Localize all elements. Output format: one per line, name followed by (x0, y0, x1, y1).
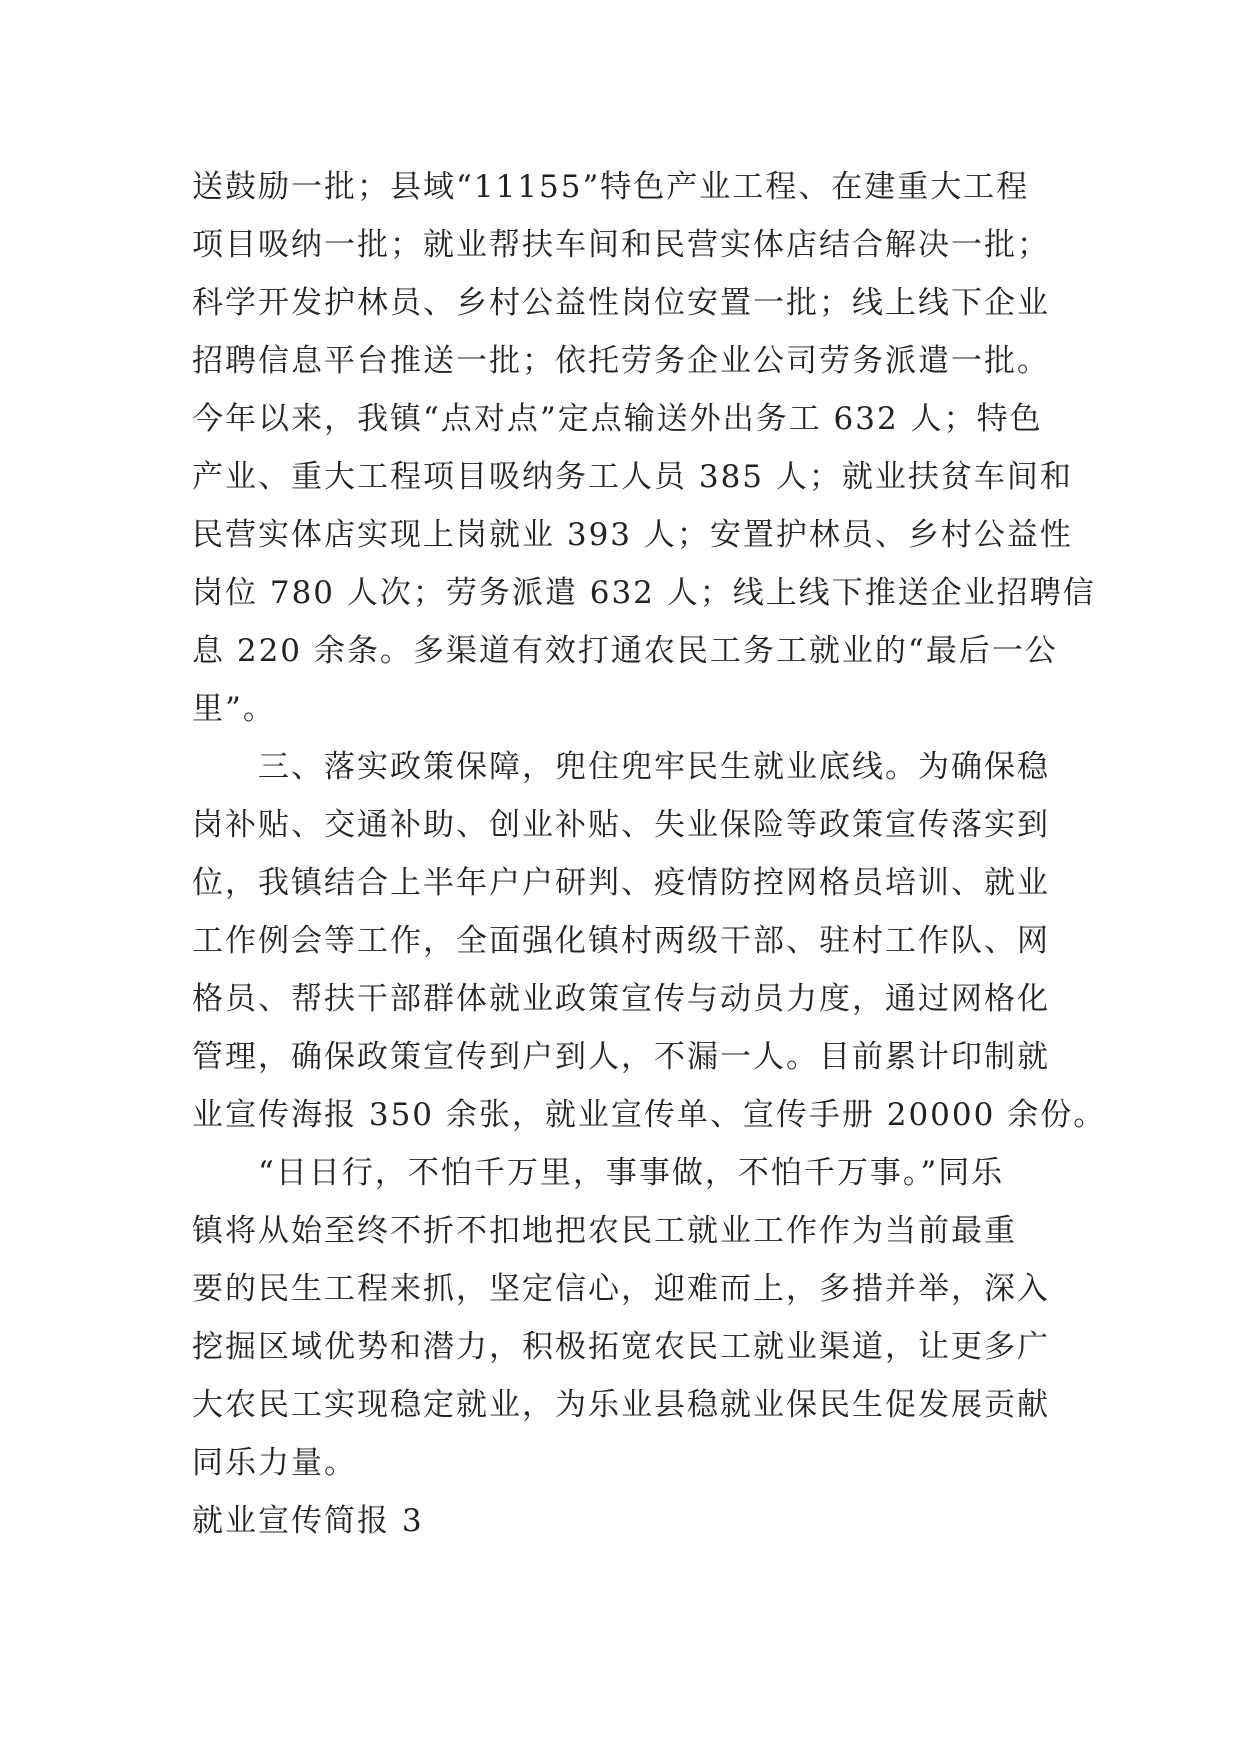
text-line: 同乐力量。 (192, 1445, 357, 1481)
text-line: 项目吸纳一批；就业帮扶车间和民营实体店结合解决一批； (192, 227, 1050, 263)
text-line: 科学开发护林员、乡村公益性岗位安置一批；线上线下企业 (192, 285, 1050, 321)
text-line: 今年以来，我镇“点对点”定点输送外出务工 632 人；特色 (192, 401, 1043, 437)
text-line: 岗补贴、交通补助、创业补贴、失业保险等政策宣传落实到 (192, 807, 1050, 843)
document-body (192, 158, 1107, 1550)
text-line: 位，我镇结合上半年户户研判、疫情防控网格员培训、就业 (192, 865, 1050, 901)
text-line: 产业、重大工程项目吸纳务工人员 385 人；就业扶贫车间和 (192, 459, 1073, 495)
text-line: 管理，确保政策宣传到户到人，不漏一人。目前累计印制就 (192, 1039, 1050, 1075)
text-line: 格员、帮扶干部群体就业政策宣传与动员力度，通过网格化 (192, 981, 1050, 1017)
text-line: 岗位 780 人次；劳务派遣 632 人；线上线下推送企业招聘信 (192, 575, 1096, 611)
text-line: 大农民工实现稳定就业，为乐业县稳就业保民生促发展贡献 (192, 1387, 1050, 1423)
text-line: 工作例会等工作，全面强化镇村两级干部、驻村工作队、网 (192, 923, 1050, 959)
paragraph-start-line: “日日行，不怕千万里，事事做，不怕千万事。”同乐 (258, 1155, 1005, 1191)
text-line: 送鼓励一批；县域“11155”特色产业工程、在建重大工程 (192, 169, 1030, 205)
text-line: 民营实体店实现上岗就业 393 人；安置护林员、乡村公益性 (192, 517, 1073, 553)
text-line: 挖掘区域优势和潜力，积极拓宽农民工就业渠道，让更多广 (192, 1329, 1050, 1365)
text-line: 里”。 (192, 691, 276, 727)
paragraph-heading-line: 三、落实政策保障，兜住兜牢民生就业底线。为确保稳 (258, 749, 1050, 785)
section-title: 就业宣传简报 3 (192, 1503, 424, 1539)
text-line: 业宣传海报 350 余张，就业宣传单、宣传手册 20000 余份。 (192, 1097, 1107, 1133)
text-line: 息 220 余条。多渠道有效打通农民工务工就业的“最后一公 (192, 633, 1058, 669)
text-line: 招聘信息平台推送一批；依托劳务企业公司劳务派遣一批。 (192, 343, 1050, 379)
text-line: 要的民生工程来抓，坚定信心，迎难而上，多措并举，深入 (192, 1271, 1050, 1307)
text-line: 镇将从始至终不折不扣地把农民工就业工作作为当前最重 (192, 1213, 1017, 1249)
